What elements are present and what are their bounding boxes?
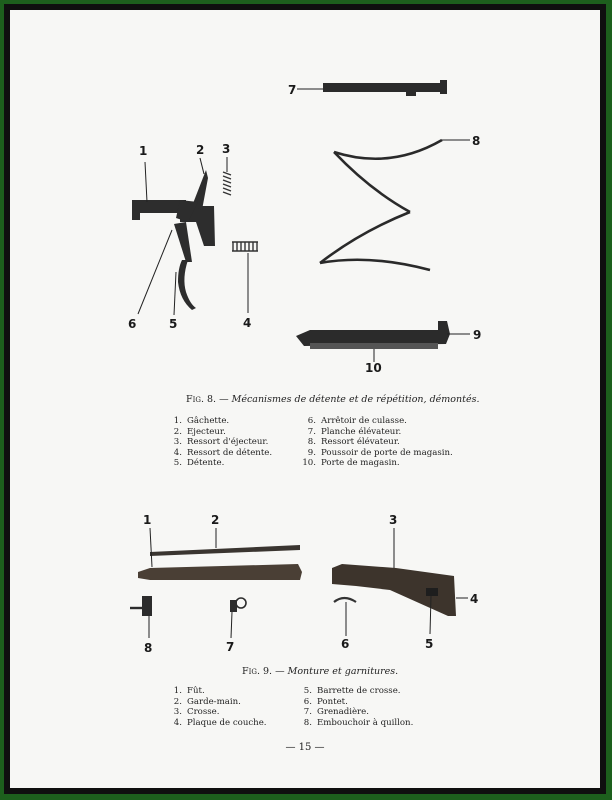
legend-item: 9. Poussoir de porte de magasin. bbox=[307, 447, 453, 458]
part-ressort-elevateur bbox=[320, 140, 442, 270]
fig9-legend-left bbox=[168, 686, 267, 728]
part-garde-main bbox=[150, 545, 300, 556]
part-porte-de-magasin bbox=[296, 321, 450, 349]
part-planche-elevateur bbox=[323, 80, 447, 96]
part-grenadiere bbox=[230, 598, 246, 612]
fig9-callout-2: 2 bbox=[211, 513, 220, 527]
legend-item: 1. Fût. bbox=[173, 686, 205, 696]
legend-item: 2. Garde-main. bbox=[173, 696, 241, 707]
fig9-caption-prefix: Fig. 9. — bbox=[242, 666, 285, 677]
fig8-callout-10: 10 bbox=[365, 361, 382, 375]
legend-item: 10. Porte de magasin. bbox=[302, 458, 400, 469]
fig9-caption-title: Monture et garnitures. bbox=[287, 666, 399, 677]
part-ressort-detente bbox=[232, 242, 258, 251]
fig8-caption bbox=[186, 394, 479, 405]
fig9-caption bbox=[242, 666, 398, 677]
legend-item: 7. Planche élévateur. bbox=[307, 426, 402, 437]
fig9-callout-1: 1 bbox=[143, 513, 152, 527]
fig9-callout-6: 6 bbox=[341, 637, 350, 651]
fig8-callout-5: 5 bbox=[169, 317, 178, 331]
legend-item: 5. Barrette de crosse. bbox=[303, 686, 401, 696]
figure-8-illustration bbox=[10, 10, 600, 410]
part-crosse bbox=[332, 564, 456, 616]
fig8-caption-prefix: Fig. 8. — bbox=[186, 394, 229, 405]
fig9-callout-4: 4 bbox=[470, 592, 479, 606]
part-embouchoir bbox=[130, 596, 152, 616]
fig9-legend-right bbox=[298, 686, 413, 728]
fig8-callout-9: 9 bbox=[473, 328, 482, 342]
fig8-legend-left bbox=[168, 416, 272, 469]
legend-item: 5. Détente. bbox=[173, 458, 225, 469]
legend-item: 7. Grenadière. bbox=[303, 707, 369, 718]
fig8-caption-title: Mécanismes de détente et de répétition, démontés. bbox=[231, 394, 480, 405]
part-fut bbox=[138, 564, 302, 580]
fig9-callout-3: 3 bbox=[389, 513, 398, 527]
legend-item: 3. Crosse. bbox=[173, 707, 220, 718]
page-number: — 15 — bbox=[285, 742, 325, 753]
legend-item: 6. Arrêtoir de culasse. bbox=[307, 416, 407, 426]
legend-item: 2. Ejecteur. bbox=[173, 426, 226, 437]
fig8-callout-1: 1 bbox=[139, 144, 148, 158]
document-page bbox=[10, 10, 600, 788]
fig8-callout-3: 3 bbox=[222, 142, 231, 156]
fig8-callout-4: 4 bbox=[243, 316, 252, 330]
legend-item: 8. Ressort élévateur. bbox=[307, 437, 400, 448]
fig8-callout-2: 2 bbox=[196, 143, 205, 157]
legend-item: 4. Plaque de couche. bbox=[173, 717, 267, 728]
legend-item: 4. Ressort de détente. bbox=[173, 447, 273, 458]
fig8-callout-6: 6 bbox=[128, 317, 137, 331]
legend-item: 8. Embouchoir à quillon. bbox=[303, 717, 414, 728]
fig8-callout-8: 8 bbox=[472, 134, 481, 148]
fig9-callout-7: 7 bbox=[226, 640, 235, 654]
part-ressort-ejecteur bbox=[223, 172, 231, 195]
legend-item: 3. Ressort d'éjecteur. bbox=[173, 437, 269, 448]
legend-item: 1. Gâchette. bbox=[173, 416, 230, 426]
part-detente bbox=[174, 222, 196, 310]
fig9-callout-8: 8 bbox=[144, 641, 153, 655]
fig9-callout-5: 5 bbox=[425, 637, 434, 651]
fig8-callout-7: 7 bbox=[288, 83, 297, 97]
legend-item: 6. Pontet. bbox=[303, 696, 348, 707]
fig8-legend-right bbox=[302, 416, 453, 469]
part-pontet bbox=[334, 598, 356, 602]
